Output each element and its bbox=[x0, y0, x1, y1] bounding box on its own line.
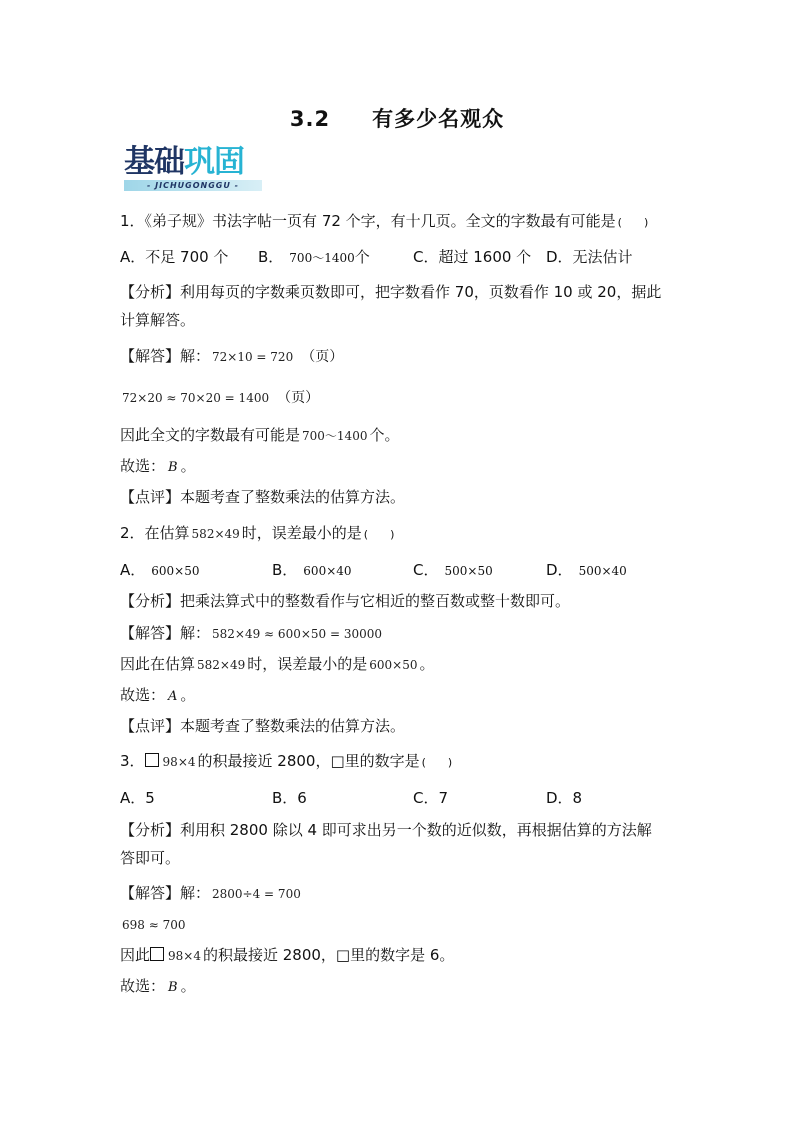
q2-answer-paren: ( ) bbox=[363, 528, 395, 541]
blank-box-icon bbox=[150, 947, 164, 961]
q1-stem-text: 1．《弟子规》书法字帖一页有 72 个字，有十几页。全文的字数最有可能是 bbox=[120, 212, 616, 230]
q2-solution-label: 【解答】解： bbox=[120, 624, 211, 642]
q3-stem-expr: 98×4 bbox=[162, 755, 196, 769]
q3-answer-paren: ( ) bbox=[421, 756, 453, 769]
q1-answer-paren: ( ) bbox=[617, 216, 649, 229]
q2-option-a-label: A． bbox=[120, 561, 146, 579]
logo-title-part-b: 巩固 bbox=[184, 144, 244, 180]
logo-subtitle: - JICHUGONGGU - bbox=[147, 181, 239, 190]
q1-analysis-line1: 【分析】利用每页的字数乘页数即可，把字数看作 70，页数看作 10 或 20，据此 bbox=[120, 283, 662, 301]
q2-comment: 【点评】本题考查了整数乘法的估算方法。 bbox=[120, 717, 406, 735]
q1-option-a: A．不足 700 个 bbox=[120, 248, 229, 266]
q3-answer-value: B bbox=[168, 980, 178, 995]
q3-solution-line1 bbox=[120, 882, 303, 905]
q3-option-d: D．8 bbox=[546, 789, 583, 807]
q3-option-c: C．7 bbox=[413, 789, 449, 807]
q2-solution bbox=[120, 622, 384, 645]
q2-conclusion-text-a: 因此在估算 bbox=[120, 655, 196, 673]
q1-answer bbox=[120, 455, 196, 479]
q3-conclusion bbox=[120, 944, 454, 967]
section-logo bbox=[124, 144, 264, 192]
q1-option-c: C．超过 1600 个 bbox=[413, 248, 532, 266]
q1-option-b-label: B． bbox=[258, 248, 284, 266]
q1-option-b-unit: 个 bbox=[354, 248, 370, 266]
q3-conclusion-expr: 98×4 bbox=[168, 949, 201, 963]
q3-solution-expr2: 698 ≈ 700 bbox=[122, 918, 186, 932]
q2-conclusion-expr2: 600×50 bbox=[369, 658, 418, 672]
q1-option-b-expr: 700～1400 bbox=[289, 251, 355, 265]
q1-analysis-line2: 计算解答。 bbox=[120, 311, 196, 329]
q2-stem-text-a: 2．在估算 bbox=[120, 524, 190, 542]
q1-option-d: D．无法估计 bbox=[546, 248, 633, 266]
q3-stem-text-a: 3． bbox=[120, 752, 145, 770]
q2-option-b-label: B． bbox=[272, 561, 298, 579]
q3-answer bbox=[120, 975, 196, 999]
q1-answer-label: 故选： bbox=[120, 457, 166, 475]
q1-solution-unit2: （页） bbox=[277, 390, 320, 406]
q3-stem-text-b: 的积最接近 2800，□里的数字是 bbox=[197, 752, 420, 770]
q1-solution-label: 【解答】解： bbox=[120, 347, 211, 365]
q2-option-d-label: D． bbox=[546, 561, 573, 579]
q3-solution-expr1: 2800÷4 = 700 bbox=[212, 887, 301, 901]
q3-solution-label: 【解答】解： bbox=[120, 884, 211, 902]
q2-conclusion bbox=[120, 653, 435, 676]
q3-option-b: B．6 bbox=[272, 789, 307, 807]
q2-conclusion-text-b: 时，误差最小的是 bbox=[247, 655, 368, 673]
q2-answer-label: 故选： bbox=[120, 686, 166, 704]
q2-answer-end: 。 bbox=[180, 686, 196, 704]
q2-stem-text-b: 时，误差最小的是 bbox=[241, 524, 362, 542]
q3-option-a: A．5 bbox=[120, 789, 155, 807]
q2-option-b-expr: 600×40 bbox=[303, 564, 352, 578]
q2-option-a-expr: 600×50 bbox=[151, 564, 200, 578]
q3-answer-end: 。 bbox=[180, 977, 196, 995]
q1-solution-line1 bbox=[120, 345, 343, 368]
q2-option-d-expr: 500×40 bbox=[578, 564, 627, 578]
q1-solution-unit1: （页） bbox=[301, 349, 344, 365]
q3-stem bbox=[120, 750, 452, 774]
q1-option-b bbox=[258, 246, 370, 269]
q2-answer bbox=[120, 684, 195, 708]
q1-stem bbox=[120, 210, 648, 234]
q1-conclusion-text-a: 因此全文的字数最有可能是 bbox=[120, 426, 301, 444]
logo-title bbox=[124, 144, 244, 180]
q1-conclusion bbox=[120, 424, 399, 447]
q1-conclusion-text-b: 个。 bbox=[369, 426, 400, 444]
q1-answer-end: 。 bbox=[180, 457, 196, 475]
section-number: 3.2 bbox=[289, 107, 331, 131]
q2-option-b bbox=[272, 559, 352, 582]
q2-option-c bbox=[413, 559, 493, 582]
logo-title-part-a: 基础 bbox=[124, 144, 184, 180]
blank-box-icon bbox=[145, 753, 159, 767]
q1-conclusion-expr: 700～1400 bbox=[302, 429, 368, 443]
q2-conclusion-text-c: 。 bbox=[419, 655, 435, 673]
title-text: 有多少名观众 bbox=[372, 107, 505, 131]
q2-solution-expr: 582×49 ≈ 600×50 = 30000 bbox=[212, 627, 383, 641]
page-title bbox=[0, 103, 794, 133]
q1-comment: 【点评】本题考查了整数乘法的估算方法。 bbox=[120, 488, 406, 506]
q3-solution-line2 bbox=[120, 913, 188, 936]
q2-option-d bbox=[546, 559, 627, 582]
q1-solution-expr1: 72×10 = 720 bbox=[212, 350, 294, 364]
q3-analysis-line2: 答即可。 bbox=[120, 849, 181, 867]
q3-answer-label: 故选： bbox=[120, 977, 166, 995]
q2-stem bbox=[120, 522, 394, 546]
q1-solution-expr2: 72×20 ≈ 70×20 = 1400 bbox=[122, 391, 270, 405]
q2-answer-value: A bbox=[168, 689, 178, 704]
q2-option-c-expr: 500×50 bbox=[444, 564, 493, 578]
q2-option-a bbox=[120, 559, 200, 582]
q3-conclusion-text-a: 因此 bbox=[120, 946, 151, 964]
q2-stem-expr: 582×49 bbox=[191, 527, 240, 541]
q1-solution-line2 bbox=[120, 386, 319, 409]
q3-analysis-line1: 【分析】利用积 2800 除以 4 即可求出另一个数的近似数，再根据估算的方法解 bbox=[120, 821, 652, 839]
q3-conclusion-text-b: 的积最接近 2800，□里的数字是 6。 bbox=[202, 946, 455, 964]
q1-answer-value: B bbox=[168, 460, 178, 475]
q2-conclusion-expr1: 582×49 bbox=[197, 658, 246, 672]
q2-analysis: 【分析】把乘法算式中的整数看作与它相近的整百数或整十数即可。 bbox=[120, 592, 571, 610]
q2-option-c-label: C． bbox=[413, 561, 439, 579]
